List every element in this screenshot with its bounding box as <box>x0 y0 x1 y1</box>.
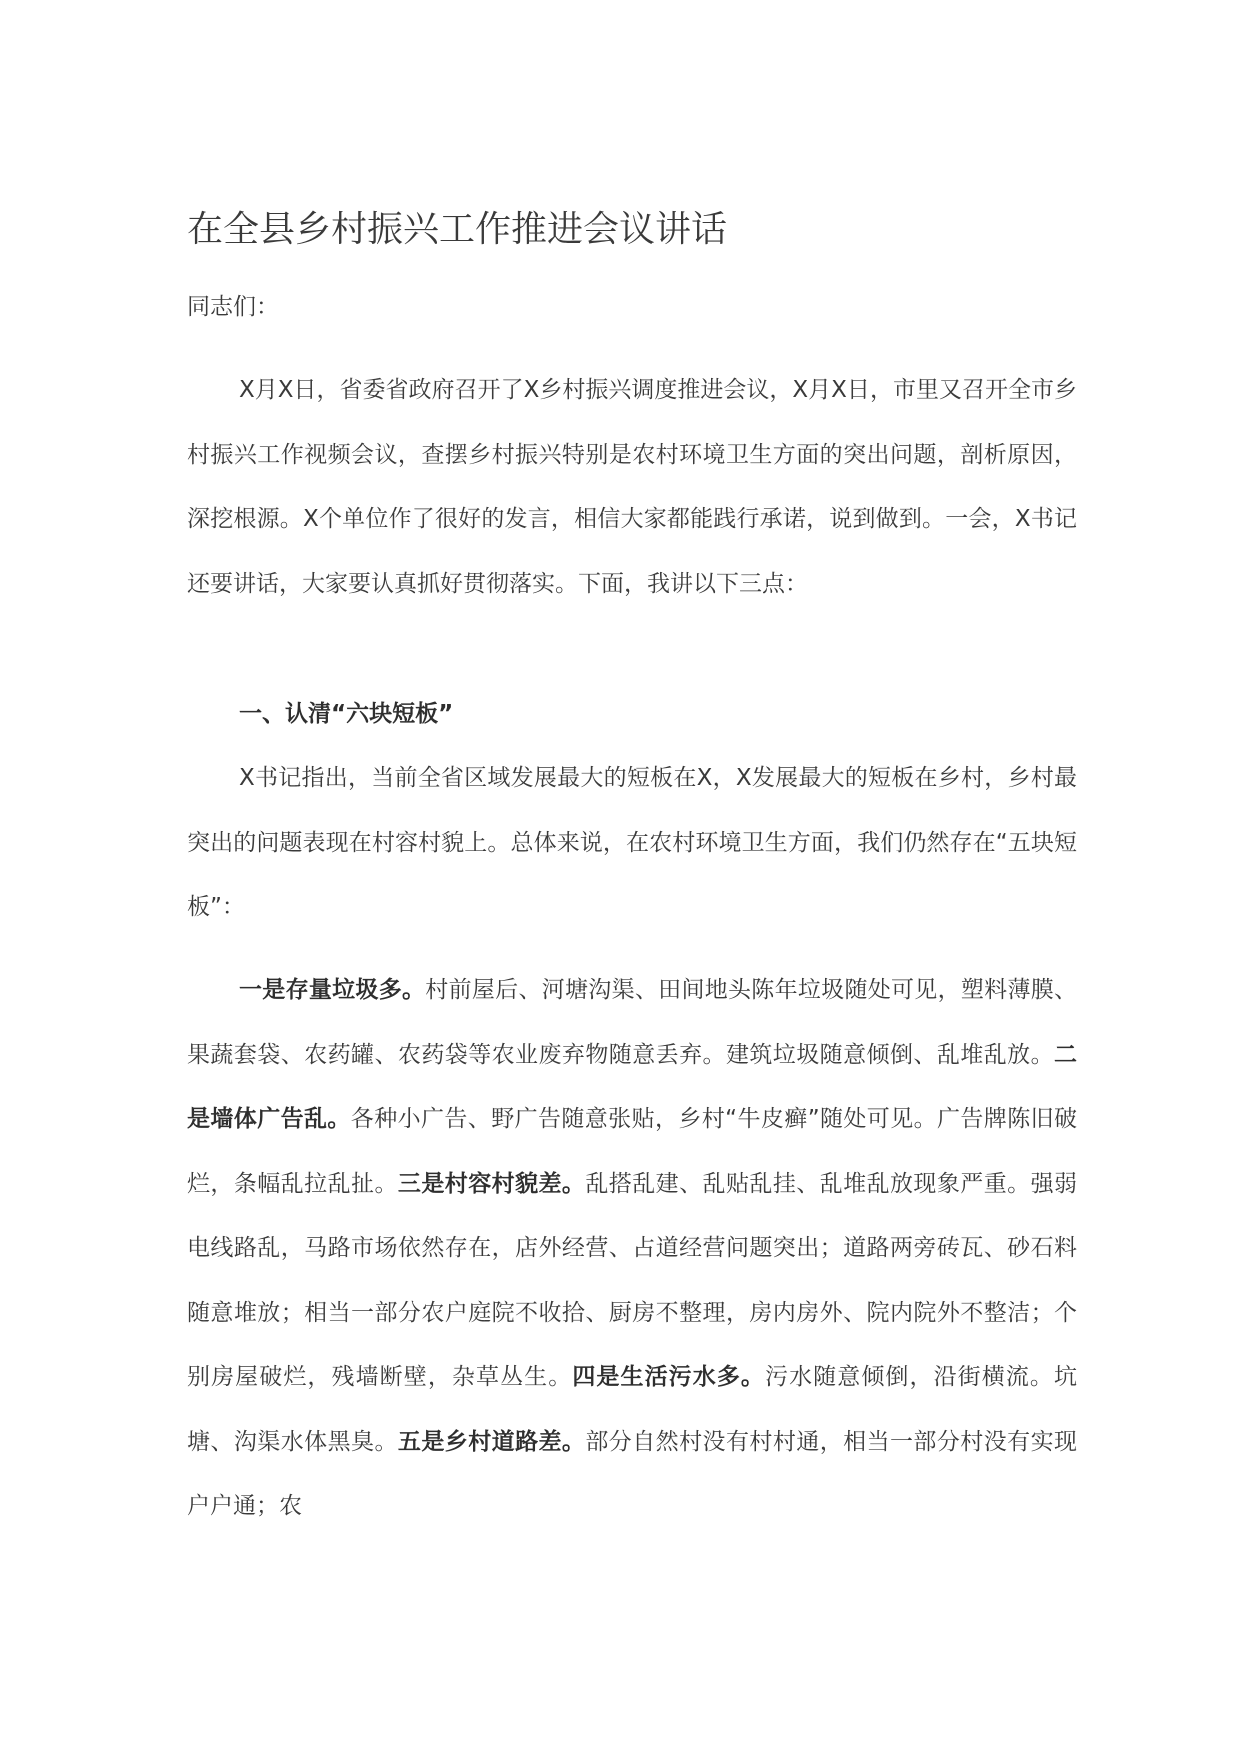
problem-2-label: 二是墙体广告乱。 <box>187 1041 1077 1132</box>
problem-4-label: 四是生活污水多。 <box>572 1364 766 1390</box>
problem-1-text: 村前屋后、河塘沟渠、田间地头陈年垃圾随处可见，塑料薄膜、果蔬套袋、农药罐、农药袋等农业废弃物随意丢弃。建筑垃圾随意倾倒、乱堆乱放。 <box>187 977 1078 1068</box>
document-title: 在全县乡村振兴工作推进会议讲话 <box>187 209 728 250</box>
paragraph-problems <box>187 958 1077 1539</box>
problem-5-label: 五是乡村道路差。 <box>397 1428 586 1455</box>
paragraph-shortboards: X书记指出，当前全省区域发展最大的短板在X，X发展最大的短板在乡村，乡村最突出的问题表现在村容村貌上。总体来说，在农村环境卫生方面，我们仍然存在“五块短板”： <box>187 765 1077 920</box>
problem-2-text: 各种小广告、野广告随意张贴，乡村“牛皮癣”随处可见。广告牌陈旧破烂，条幅乱拉乱扯。 <box>187 1106 1077 1197</box>
problem-4-text: 污水随意倾倒，沿街横流。坑塘、沟渠水体黑臭。 <box>187 1364 1078 1455</box>
problem-5-text: 部分自然村没有村村通，相当一部分村没有实现户户通；农 <box>187 1428 1078 1519</box>
salutation: 同志们： <box>187 294 279 320</box>
paragraph-intro: X月X日，省委省政府召开了X乡村振兴调度推进会议，X月X日，市里又召开全市乡村振兴工作视频会议，查摆乡村振兴特别是农村环境卫生方面的突出问题，剖析原因，深挖根源。X个单位作了很好的发言，相信大家都能践行承诺，说到做到。一会，X书记还要讲话，大家要认真抓好贯彻落实。下面，我讲以下三点： <box>187 377 1077 597</box>
problem-3-text: 乱搭乱建、乱贴乱挂、乱堆乱放现象严重。强弱电线路乱，马路市场依然存在，店外经营、占道经营问题突出；道路两旁砖瓦、砂石料随意堆放；相当一部分农户庭院不收拾、厨房不整理，房内房外、院内院外不整洁；个别房屋破烂，残墙断壁，杂草丛生。 <box>187 1170 1078 1390</box>
section-heading-1: 一、认清“六块短板” <box>239 701 454 727</box>
problem-3-label: 三是村容村貌差。 <box>397 1170 586 1197</box>
problem-1-label: 一是存量垃圾多。 <box>239 977 426 1003</box>
